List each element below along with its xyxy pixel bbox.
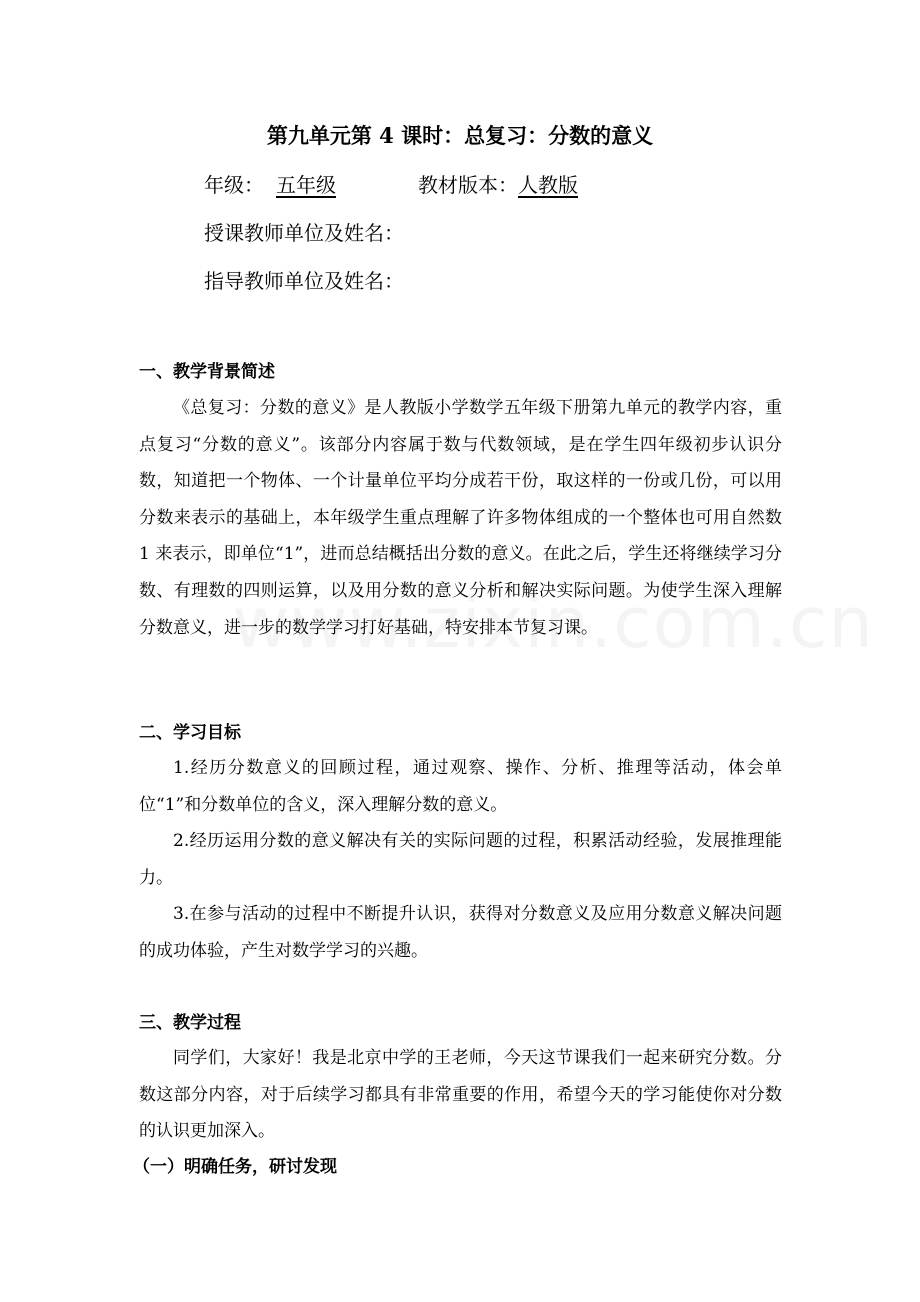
process-subheading: （一）明确任务，研讨发现: [133, 1157, 337, 1177]
textbook-value: 人教版: [518, 173, 578, 197]
goal-item-2: 2.经历运用分数的意义解决有关的实际问题的过程，积累活动经验，发展推理能力。: [139, 831, 782, 888]
mentor-line: [204, 266, 404, 296]
textbook-label: 教材版本：: [418, 173, 518, 197]
process-paragraph: 同学们，大家好！我是北京中学的王老师，今天这节课我们一起来研究分数。分数这部分内容，对于后续学习都具有非常重要的作用，希望今天的学习能使你对分数的认识更加深入。: [139, 1048, 782, 1142]
goal-item-3: 3.在参与活动的过程中不断提升认识，获得对分数意义及应用分数意义解决问题的成功体验，产生对数学学习的兴趣。: [139, 904, 782, 961]
goal-item-1: 1.经历分数意义的回顾过程，通过观察、操作、分析、推理等活动，体会单位“1”和分数单位的含义，深入理解分数的意义。: [139, 758, 782, 815]
background-heading: 一、教学背景简述: [139, 362, 275, 382]
process-heading: 三、教学过程: [139, 1013, 241, 1033]
grade-value: 五年级: [276, 173, 336, 197]
teacher-line: [204, 218, 404, 248]
grade-label: 年级：: [204, 173, 264, 197]
document-title: 第九单元第 4 课时：总复习：分数的意义: [266, 123, 654, 148]
mentor-label: 指导教师单位及姓名：: [204, 269, 404, 293]
teacher-label: 授课教师单位及姓名：: [204, 221, 404, 245]
background-paragraph: 《总复习：分数的意义》是人教版小学数学五年级下册第九单元的教学内容，重点复习“分数的意义”。该部分内容属于数与代数领域，是在学生四年级初步认识分数，知道把一个物体、一个计量单位平均分成若干份，取这样的一份或几份，可以用分数来表示的基础上，本年级学生重点理解了许多物体组成的一个整体也可用自然数 1 来表示，即单位“1”，进而总结概括出分数的意义。在此之后，学生还将继续学习分数、有理数的四则运算，以及用分数的意义分析和解决实际问题。为使学生深入理解分数意义，进一步的数学学习打好基础，特安排本节复习课。: [139, 398, 782, 638]
goals-heading: 二、学习目标: [139, 723, 241, 743]
grade-textbook-line: [204, 170, 578, 200]
